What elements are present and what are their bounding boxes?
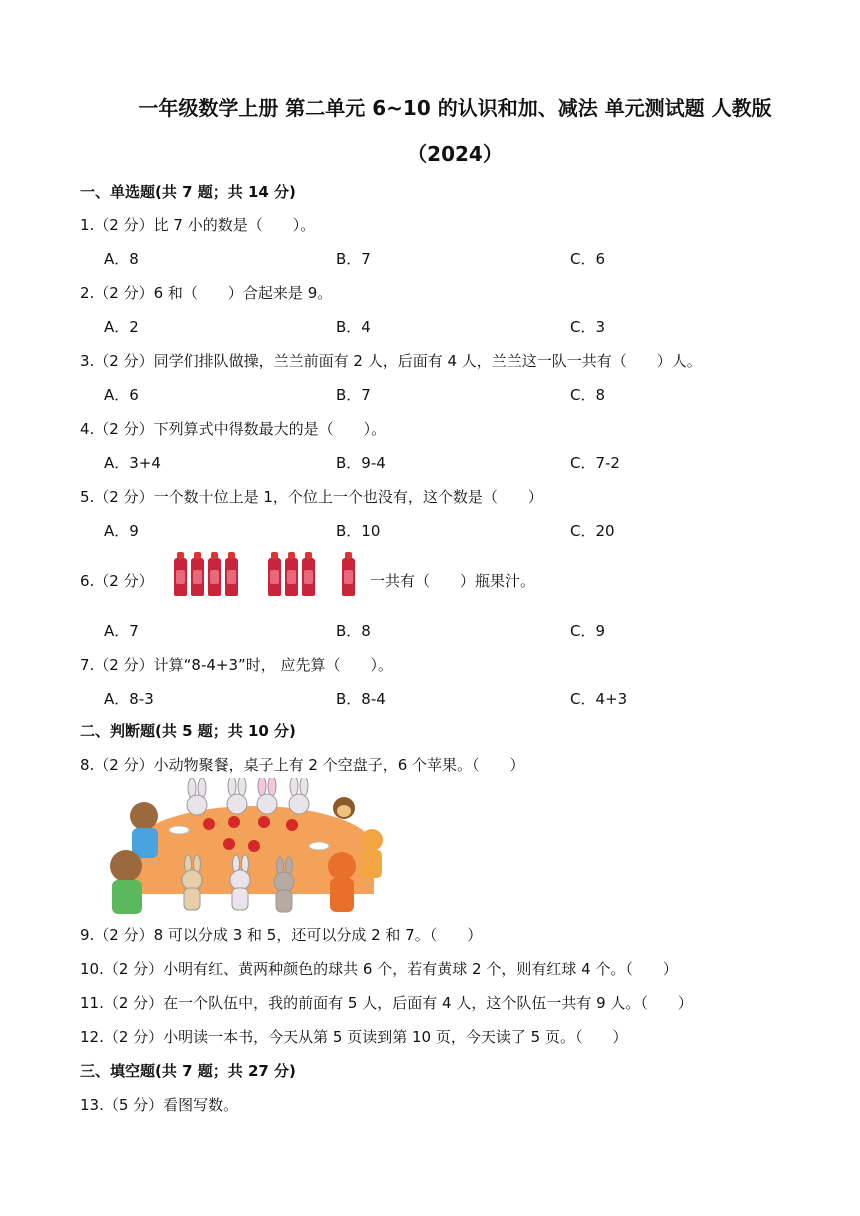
question-3-stem: 3.（2 分）同学们排队做操，兰兰前面有 2 人，后面有 4 人，兰兰这一队一共有（ ）人。: [80, 352, 702, 370]
question-2-stem: 2.（2 分）6 和（ ）合起来是 9。: [80, 284, 333, 302]
question-2-option-c: C．3: [570, 318, 606, 336]
question-1-option-c: C．6: [570, 250, 606, 268]
question-1-stem: 1.（2 分）比 7 小的数是（ ）。: [80, 216, 316, 234]
question-3-option-c: C．8: [570, 386, 606, 404]
plate-icon: [169, 826, 189, 834]
juice-bottle-icon: [302, 558, 315, 596]
question-7-option-b: B．8-4: [336, 690, 386, 708]
question-4-option-a: A．3+4: [104, 454, 161, 472]
apple-icon: [228, 816, 240, 828]
question-6-option-a: A．7: [104, 622, 139, 640]
question-1-option-b: B．7: [336, 250, 371, 268]
juice-bottle-icon: [268, 558, 281, 596]
juice-bottle-icon: [208, 558, 221, 596]
bear-icon: [110, 850, 142, 882]
apple-icon: [286, 819, 298, 831]
question-6-option-b: B．8: [336, 622, 371, 640]
fox-icon: [328, 852, 356, 880]
juice-bottle-icon: [191, 558, 204, 596]
question-6-prefix: 6.（2 分）: [80, 572, 154, 590]
question-4-option-b: B．9-4: [336, 454, 386, 472]
apple-icon: [223, 838, 235, 850]
section-heading-true-false: 二、判断题(共 5 题；共 10 分): [80, 722, 296, 740]
rabbit-icon: [187, 795, 207, 815]
page-title: 一年级数学上册 第二单元 6~10 的认识和加、减法 单元测试题 人教版: [138, 96, 772, 120]
question-7-option-c: C．4+3: [570, 690, 628, 708]
question-8-stem: 8.（2 分）小动物聚餐，桌子上有 2 个空盘子，6 个苹果。（ ）: [80, 756, 525, 774]
rabbit-icon: [274, 872, 294, 892]
juice-bottle-icon: [342, 558, 355, 596]
rabbit-icon: [230, 870, 250, 890]
question-2-option-a: A．2: [104, 318, 139, 336]
apple-icon: [258, 816, 270, 828]
question-7-stem: 7.（2 分）计算“8-4+3”时， 应先算（ ）。: [80, 656, 394, 674]
question-5-option-c: C．20: [570, 522, 615, 540]
question-3-option-a: A．6: [104, 386, 139, 404]
question-6-option-c: C．9: [570, 622, 606, 640]
apple-icon: [248, 840, 260, 852]
rabbit-icon: [257, 794, 277, 814]
rabbit-icon: [289, 794, 309, 814]
juice-bottle-icon: [174, 558, 187, 596]
question-2-option-b: B．4: [336, 318, 371, 336]
question-7-option-a: A．8-3: [104, 690, 154, 708]
rabbit-icon: [227, 794, 247, 814]
section-heading-single-choice: 一、单选题(共 7 题；共 14 分): [80, 183, 296, 201]
question-4-option-c: C．7-2: [570, 454, 620, 472]
question-10-stem: 10.（2 分）小明有红、黄两种颜色的球共 6 个，若有黄球 2 个，则有红球 4 个。（ ）: [80, 960, 678, 978]
cat-icon: [361, 829, 383, 851]
rabbit-icon: [182, 870, 202, 890]
question-11-stem: 11.（2 分）在一个队伍中，我的前面有 5 人，后面有 4 人，这个队伍一共有 9 人。（ ）: [80, 994, 693, 1012]
question-3-option-b: B．7: [336, 386, 371, 404]
question-5-option-a: A．9: [104, 522, 139, 540]
apple-icon: [203, 818, 215, 830]
question-5-option-b: B．10: [336, 522, 381, 540]
section-heading-fill-blank: 三、填空题(共 7 题；共 27 分): [80, 1062, 296, 1080]
page-title-year: （2024）: [407, 142, 503, 166]
question-4-stem: 4.（2 分）下列算式中得数最大的是（ ）。: [80, 420, 387, 438]
bear-icon: [130, 802, 158, 830]
juice-bottle-icon: [285, 558, 298, 596]
question-6-suffix: 一共有（ ）瓶果汁。: [370, 572, 536, 590]
animals-dinner-illustration: [104, 778, 390, 918]
juice-bottle-icon: [225, 558, 238, 596]
question-12-stem: 12.（2 分）小明读一本书，今天从第 5 页读到第 10 页，今天读了 5 页。（ ）: [80, 1028, 628, 1046]
plate-icon: [309, 842, 329, 850]
question-9-stem: 9.（2 分）8 可以分成 3 和 5，还可以分成 2 和 7。（ ）: [80, 926, 483, 944]
question-1-option-a: A．8: [104, 250, 139, 268]
question-5-stem: 5.（2 分）一个数十位上是 1，个位上一个也没有，这个数是（ ）: [80, 488, 543, 506]
question-13-stem: 13.（5 分）看图写数。: [80, 1096, 239, 1114]
